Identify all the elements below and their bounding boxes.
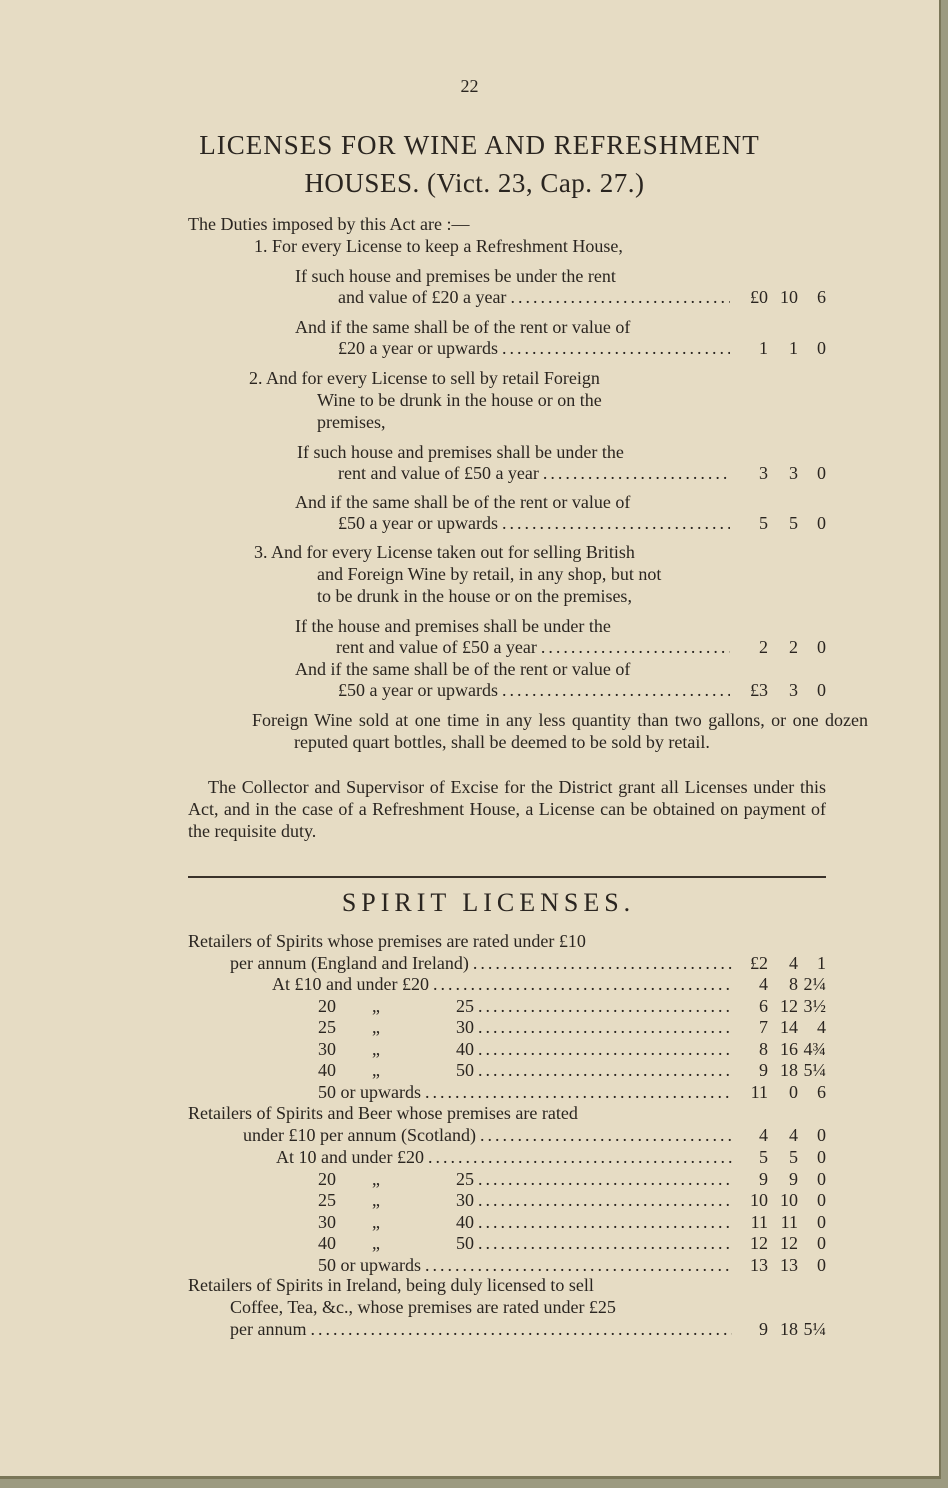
ireland-row: per annum ..... 9 18 5¼ xyxy=(230,1318,826,1340)
england-heading-1: Retailers of Spirits whose premises are rated under £10 xyxy=(188,931,586,951)
item-2-heading: 2. And for every License to sell by retail Foreign xyxy=(249,368,600,388)
item-2b-label: £50 a year or upwards xyxy=(338,513,498,533)
scotland-rate-row xyxy=(318,1211,826,1233)
scotland-rate-row xyxy=(318,1189,826,1211)
item-2a-amount: 3 3 0 xyxy=(759,463,826,483)
item-2a-text: If such house and premises shall be under the xyxy=(297,442,624,462)
scotland-rate-row xyxy=(318,1232,826,1254)
scotland-rate-amount: 11 11 0 xyxy=(750,1211,826,1232)
england-rate-row xyxy=(318,1016,826,1038)
england-rate-label: 25 „ 30 xyxy=(318,1017,474,1037)
england-rate-row xyxy=(318,995,826,1017)
scotland-rate-amount: 13 13 0 xyxy=(750,1254,826,1275)
england-base-row: per annum (England and Ireland) ..... £2 4 1 xyxy=(230,952,826,974)
scotland-rate-amount: 10 10 0 xyxy=(750,1190,826,1210)
item-2a-label: rent and value of £50 a year xyxy=(338,463,539,483)
page-title-line-1: LICENSES FOR WINE AND REFRESHMENT xyxy=(199,130,760,160)
item-1b-row xyxy=(338,337,826,359)
item-1a-label: and value of £20 a year xyxy=(338,287,507,307)
item-3a-amount: 2 2 0 xyxy=(759,637,826,657)
scotland-rate-label: 25 „ 30 xyxy=(318,1190,474,1210)
ireland-amount: 9 18 5¼ xyxy=(759,1319,826,1339)
item-3-heading: 3. And for every License taken out for selling British xyxy=(254,542,635,562)
item-3b-row xyxy=(338,679,826,701)
item-3b-label: £50 a year or upwards xyxy=(338,680,498,700)
item-2a-row xyxy=(338,462,826,484)
item-3-heading-2: and Foreign Wine by retail, in any shop, but not xyxy=(317,564,662,584)
england-rate-label: At £10 and under £20 xyxy=(272,974,429,994)
item-1b-label: £20 a year or upwards xyxy=(338,338,498,358)
item-2-heading-3: premises, xyxy=(317,412,386,432)
item-1b-text: And if the same shall be of the rent or value of xyxy=(295,317,631,337)
item-2b-row xyxy=(338,512,826,534)
england-rate-label: 30 „ 40 xyxy=(318,1038,474,1059)
england-rate-amount: 7 14 4 xyxy=(759,1017,826,1037)
item-1a-amount: £0 10 6 xyxy=(750,287,826,307)
item-1a-row xyxy=(338,286,826,308)
scotland-rate-label: At 10 and under £20 xyxy=(276,1147,424,1167)
spirit-licenses-heading: SPIRIT LICENSES. xyxy=(341,888,636,917)
item-1-heading: 1. For every License to keep a Refreshment House, xyxy=(254,236,623,256)
scotland-rate-label: 40 „ 50 xyxy=(318,1233,474,1253)
item-3b-amount: £3 3 0 xyxy=(750,680,826,700)
england-rate-amount: 6 12 3½ xyxy=(759,995,826,1016)
england-rate-label: 50 or upwards xyxy=(318,1081,421,1102)
ireland-heading-2: Coffee, Tea, &c., whose premises are rated under £25 xyxy=(230,1297,616,1317)
foreign-wine-note: Foreign Wine sold at one time in any less quantity than two gallons, or one dozen reputed quart bottles, shall be deemed to be sold by retail. xyxy=(252,710,868,752)
england-base-amount: £2 4 1 xyxy=(750,953,826,973)
england-rate-row xyxy=(318,1059,826,1081)
item-3a-text: If the house and premises shall be under the xyxy=(295,616,611,636)
scotland-rate-amount: 12 12 0 xyxy=(750,1233,826,1253)
scotland-heading-1: Retailers of Spirits and Beer whose premises are rated xyxy=(188,1103,578,1123)
page-number: 22 xyxy=(460,76,479,96)
item-2-heading-2: Wine to be drunk in the house or on the xyxy=(317,390,602,410)
england-rate-row xyxy=(318,1081,826,1103)
england-rate-label: 20 „ 25 xyxy=(318,995,474,1016)
item-1b-amount: 1 1 0 xyxy=(759,338,826,358)
duties-intro: The Duties imposed by this Act are :— xyxy=(188,214,470,234)
scotland-rate-amount: 9 9 0 xyxy=(759,1168,826,1189)
ireland-heading-1: Retailers of Spirits in Ireland, being duly licensed to sell xyxy=(188,1275,594,1295)
england-rate-label: 40 „ 50 xyxy=(318,1060,474,1080)
scotland-base-amount: 4 4 0 xyxy=(759,1125,826,1145)
item-2b-text: And if the same shall be of the rent or value of xyxy=(295,492,631,512)
page-title-line-2: HOUSES. (Vict. 23, Cap. 27.) xyxy=(304,168,645,198)
scotland-rate-label: 20 „ 25 xyxy=(318,1168,474,1189)
scotland-base-row: under £10 per annum (Scotland) ..... 4 4 0 xyxy=(243,1124,826,1146)
item-1a-text: If such house and premises be under the rent xyxy=(295,266,616,286)
england-rate-amount: 8 16 4¾ xyxy=(759,1038,826,1059)
scotland-rate-label: 30 „ 40 xyxy=(318,1211,474,1232)
item-3a-label: rent and value of £50 a year xyxy=(336,637,537,657)
england-rate-amount: 9 18 5¼ xyxy=(759,1060,826,1080)
scotland-rate-row xyxy=(318,1168,826,1190)
england-rate-amount: 4 8 2¼ xyxy=(759,974,826,994)
england-rate-row xyxy=(272,973,826,995)
scotland-rate-amount: 5 5 0 xyxy=(759,1147,826,1167)
england-rate-row xyxy=(318,1038,826,1060)
item-3-heading-3: to be drunk in the house or on the premises, xyxy=(317,586,632,606)
england-rate-amount: 11 0 6 xyxy=(750,1081,826,1102)
scotland-rate-label: 50 or upwards xyxy=(318,1254,421,1275)
collector-note: The Collector and Supervisor of Excise for the District grant all Licenses under this Act, and in the case of a Refreshment House, a License can be obtained on payment of the requisite duty. xyxy=(188,777,826,841)
item-3a-row xyxy=(336,636,826,658)
item-2b-amount: 5 5 0 xyxy=(759,513,826,533)
scotland-rate-row xyxy=(276,1146,826,1168)
item-3b-text: And if the same shall be of the rent or value of xyxy=(295,659,631,679)
section-divider xyxy=(188,876,826,878)
scotland-rate-row xyxy=(318,1254,826,1276)
